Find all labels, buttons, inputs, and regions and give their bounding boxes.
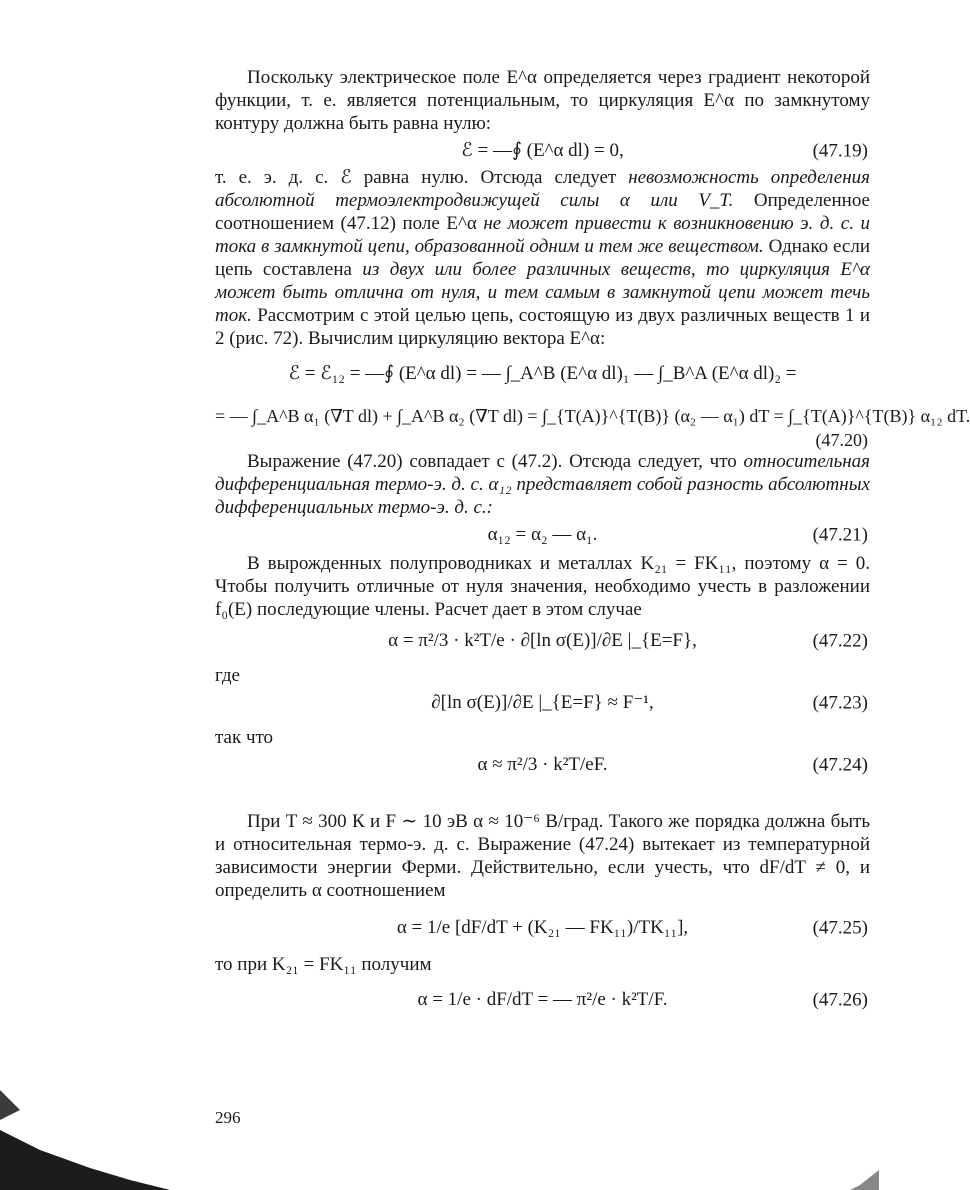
eq24-number: (47.24) bbox=[812, 754, 868, 775]
p2-a: т. е. э. д. с. ℰ равна нулю. Отсюда следует bbox=[215, 167, 629, 188]
eq23-number: (47.23) bbox=[812, 692, 868, 713]
p2-c: Определенное соотношением (47.12) поле E^α bbox=[215, 190, 870, 234]
page-number: 296 bbox=[215, 1108, 241, 1127]
p5-b: dF/dT ≠ 0, bbox=[759, 857, 850, 878]
label-gde bbox=[215, 664, 870, 687]
eq19-number: (47.19) bbox=[812, 140, 868, 161]
eq22-body: α = π²/3 · k²T/e · ∂[ln σ(E)]/∂E |_{E=F}, bbox=[388, 630, 697, 651]
p2-e: Однако если цепь составлена bbox=[215, 236, 870, 280]
equation-47-23 bbox=[215, 691, 870, 714]
eq26-body: α = 1/e · dF/dT = — π²/e · k²T/F. bbox=[417, 989, 668, 1010]
eq20-number: (47.20) bbox=[815, 430, 868, 450]
eq21-number: (47.21) bbox=[812, 524, 868, 545]
p6-text: то при K₂₁ = FK₁₁ получим bbox=[215, 954, 432, 975]
eq25-number: (47.25) bbox=[812, 917, 868, 938]
p3-a: Выражение (47.20) совпадает с (47.2). Отсюда следует, что bbox=[247, 451, 744, 472]
equation-47-26 bbox=[215, 988, 870, 1011]
p5-c: и определить α соотношением bbox=[215, 857, 870, 901]
label-tak-chto bbox=[215, 726, 870, 749]
eq20-line1: ℰ = ℰ₁₂ = —∮ (E^α dl) = — ∫_A^B (E^α dl)₁ — ∫_B^A (E^α dl)₂ = bbox=[288, 363, 797, 384]
eq25-body: α = 1/e [dF/dT + (K₂₁ — FK₁₁)/TK₁₁], bbox=[396, 917, 689, 938]
eq21-body: α₁₂ = α₂ — α₁. bbox=[487, 524, 598, 545]
tak-chto-text: так что bbox=[215, 727, 274, 748]
eq24-body: α ≈ π²/3 · k²T/eF. bbox=[477, 754, 608, 775]
eq23-body: ∂[ln σ(E)]/∂E |_{E=F} ≈ F⁻¹, bbox=[431, 692, 654, 713]
p1-text: Поскольку электрическое поле E^α определяется через градиент некоторой функции, т. е. является потенциальным, то циркуляция E^α по замкнутому контуру должна быть равна нулю: bbox=[215, 67, 870, 134]
eq19-body: ℰ = —∮ (E^α dl) = 0, bbox=[461, 140, 624, 161]
p3-b: относительная дифференциальная термо-э. д. с. α₁₂ представляет собой разность абсолютных дифференциальных термо-э. д. с.: bbox=[215, 451, 870, 518]
equation-47-20-line1 bbox=[215, 354, 870, 393]
p5-a: При T ≈ 300 К и F ∼ 10 эВ α ≈ 10⁻⁶ В/град. Такого же порядка должна быть и относительная термо-э. д. с. Выражение (47.24) вытекает из температурной зависимости энергии Ферми. Действительно, если учесть, что bbox=[215, 811, 870, 878]
paragraph-4 bbox=[215, 552, 870, 621]
equation-47-25 bbox=[215, 916, 870, 939]
eq20-line2: = — ∫_A^B α₁ (∇T dl) + ∫_A^B α₂ (∇T dl) = ∫_{T(A)}^{T(B)} (α₂ — α₁) dT = ∫_{T(A)}^{T(B)} α₁₂ dT. bbox=[215, 406, 970, 426]
gde-text: где bbox=[215, 665, 240, 686]
paragraph-5 bbox=[215, 810, 870, 902]
paragraph-3 bbox=[215, 450, 870, 519]
paragraph-6 bbox=[215, 953, 870, 976]
eq26-number: (47.26) bbox=[812, 989, 868, 1010]
p4-text: В вырожденных полупроводниках и металлах K₂₁ = FK₁₁, поэтому α = 0. Чтобы получить отличные от нуля значения, необходимо учесть в разложении f₀(E) последующие члены. Расчет дает в этом случае bbox=[215, 553, 870, 620]
p2-g: Рассмотрим с этой целью цепь, состоящую из двух различных веществ 1 и 2 (рис. 72). Вычислим циркуляцию вектора E^α: bbox=[215, 305, 870, 349]
equation-47-19 bbox=[215, 139, 870, 162]
page-body bbox=[215, 66, 970, 1015]
p2-f: из двух или более различных веществ, то циркуляция E^α может быть отлична от нуля, и тем самым в замкнутой цепи может течь ток. bbox=[215, 259, 870, 326]
equation-47-20-line2 bbox=[215, 397, 970, 450]
equation-47-24 bbox=[215, 753, 870, 776]
equation-47-21 bbox=[215, 523, 870, 546]
eq22-number: (47.22) bbox=[812, 630, 868, 651]
p2-d: не может привести к возникновению э. д. с. и тока в замкнутой цепи, образованной одним и тем же веществом. bbox=[215, 213, 870, 257]
paragraph-1 bbox=[215, 66, 870, 135]
paragraph-2 bbox=[215, 166, 870, 350]
p2-b: невозможность определения абсолютной термоэлектродвижущей силы α или V_T. bbox=[215, 167, 870, 211]
equation-47-22 bbox=[215, 629, 870, 652]
